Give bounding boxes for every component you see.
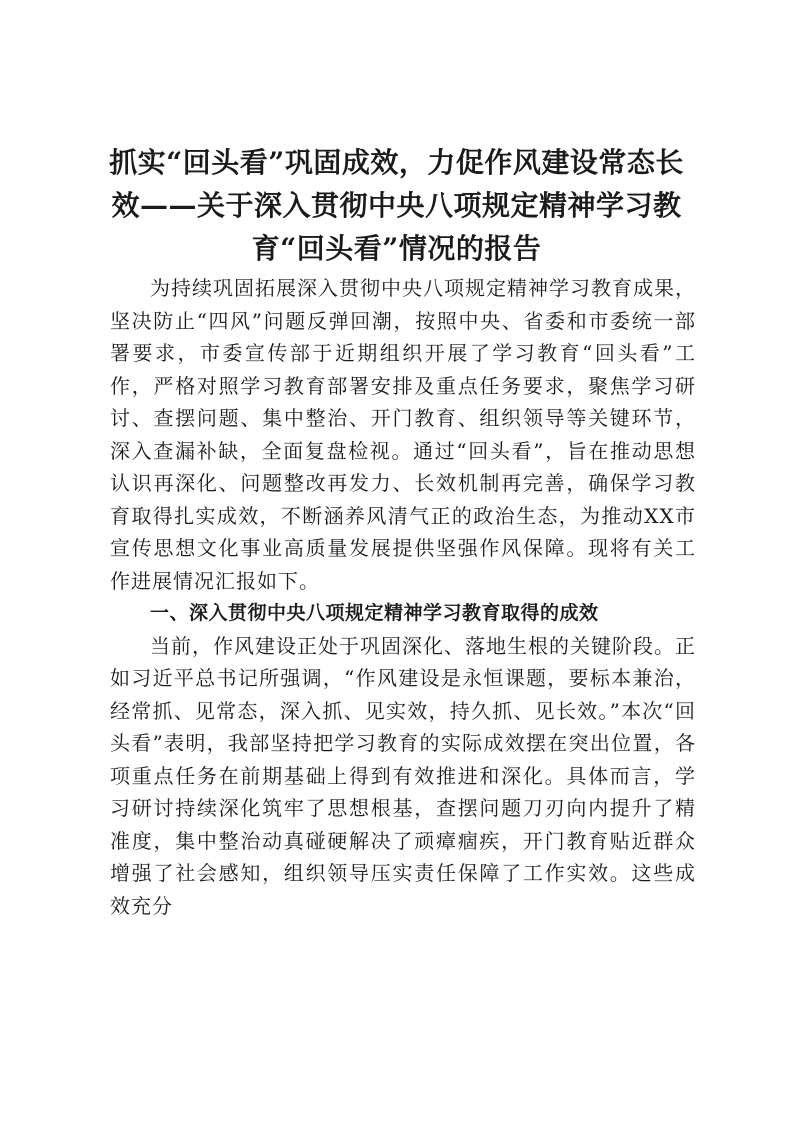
intro-paragraph: 为持续巩固拓展深入贯彻中央八项规定精神学习教育成果，坚决防止“四风”问题反弹回潮，按照中央、省委和市委统一部署要求，市委宣传部于近期组织开展了学习教育“回头看”工作，严格对照学习教育部署安排及重点任务要求，聚焦学习研讨、查摆问题、集中整治、开门教育、组织领导等关键环节，深入查漏补缺，全面复盘检视。通过“回头看”，旨在推动思想认识再深化、问题整改再发力、长效机制再完善，确保学习教育取得扎实成效，不断涵养风清气正的政治生态，为推动XX市宣传思想文化事业高质量发展提供坚强作风保障。现将有关工作进展情况汇报如下。 — [110, 276, 696, 593]
section-paragraph: 当前，作风建设正处于巩固深化、落地生根的关键阶段。正如习近平总书记所强调，“作风建设是永恒课题，要标本兼治，经常抓、见常态，深入抓、见实效，持久抓、见长效。”本次“回头看”表明，我部坚持把学习教育的实际成效摆在突出位置，各项重点任务在前期基础上得到有效推进和深化。具体而言，学习研讨持续深化筑牢了思想根基，查摆问题刀刃向内提升了精准度，集中整治动真碰硬解决了顽瘴痼疾，开门教育贴近群众增强了社会感知，组织领导压实责任保障了工作实效。这些成效充分 — [110, 633, 696, 918]
document-body — [110, 272, 696, 922]
document-title: 抓实“回头看”巩固成效，力促作风建设常态长效——关于深入贯彻中央八项规定精神学习教育“回头看”情况的报告 — [109, 146, 684, 265]
section-heading: 一、深入贯彻中央八项规定精神学习教育取得的成效 — [150, 602, 599, 624]
